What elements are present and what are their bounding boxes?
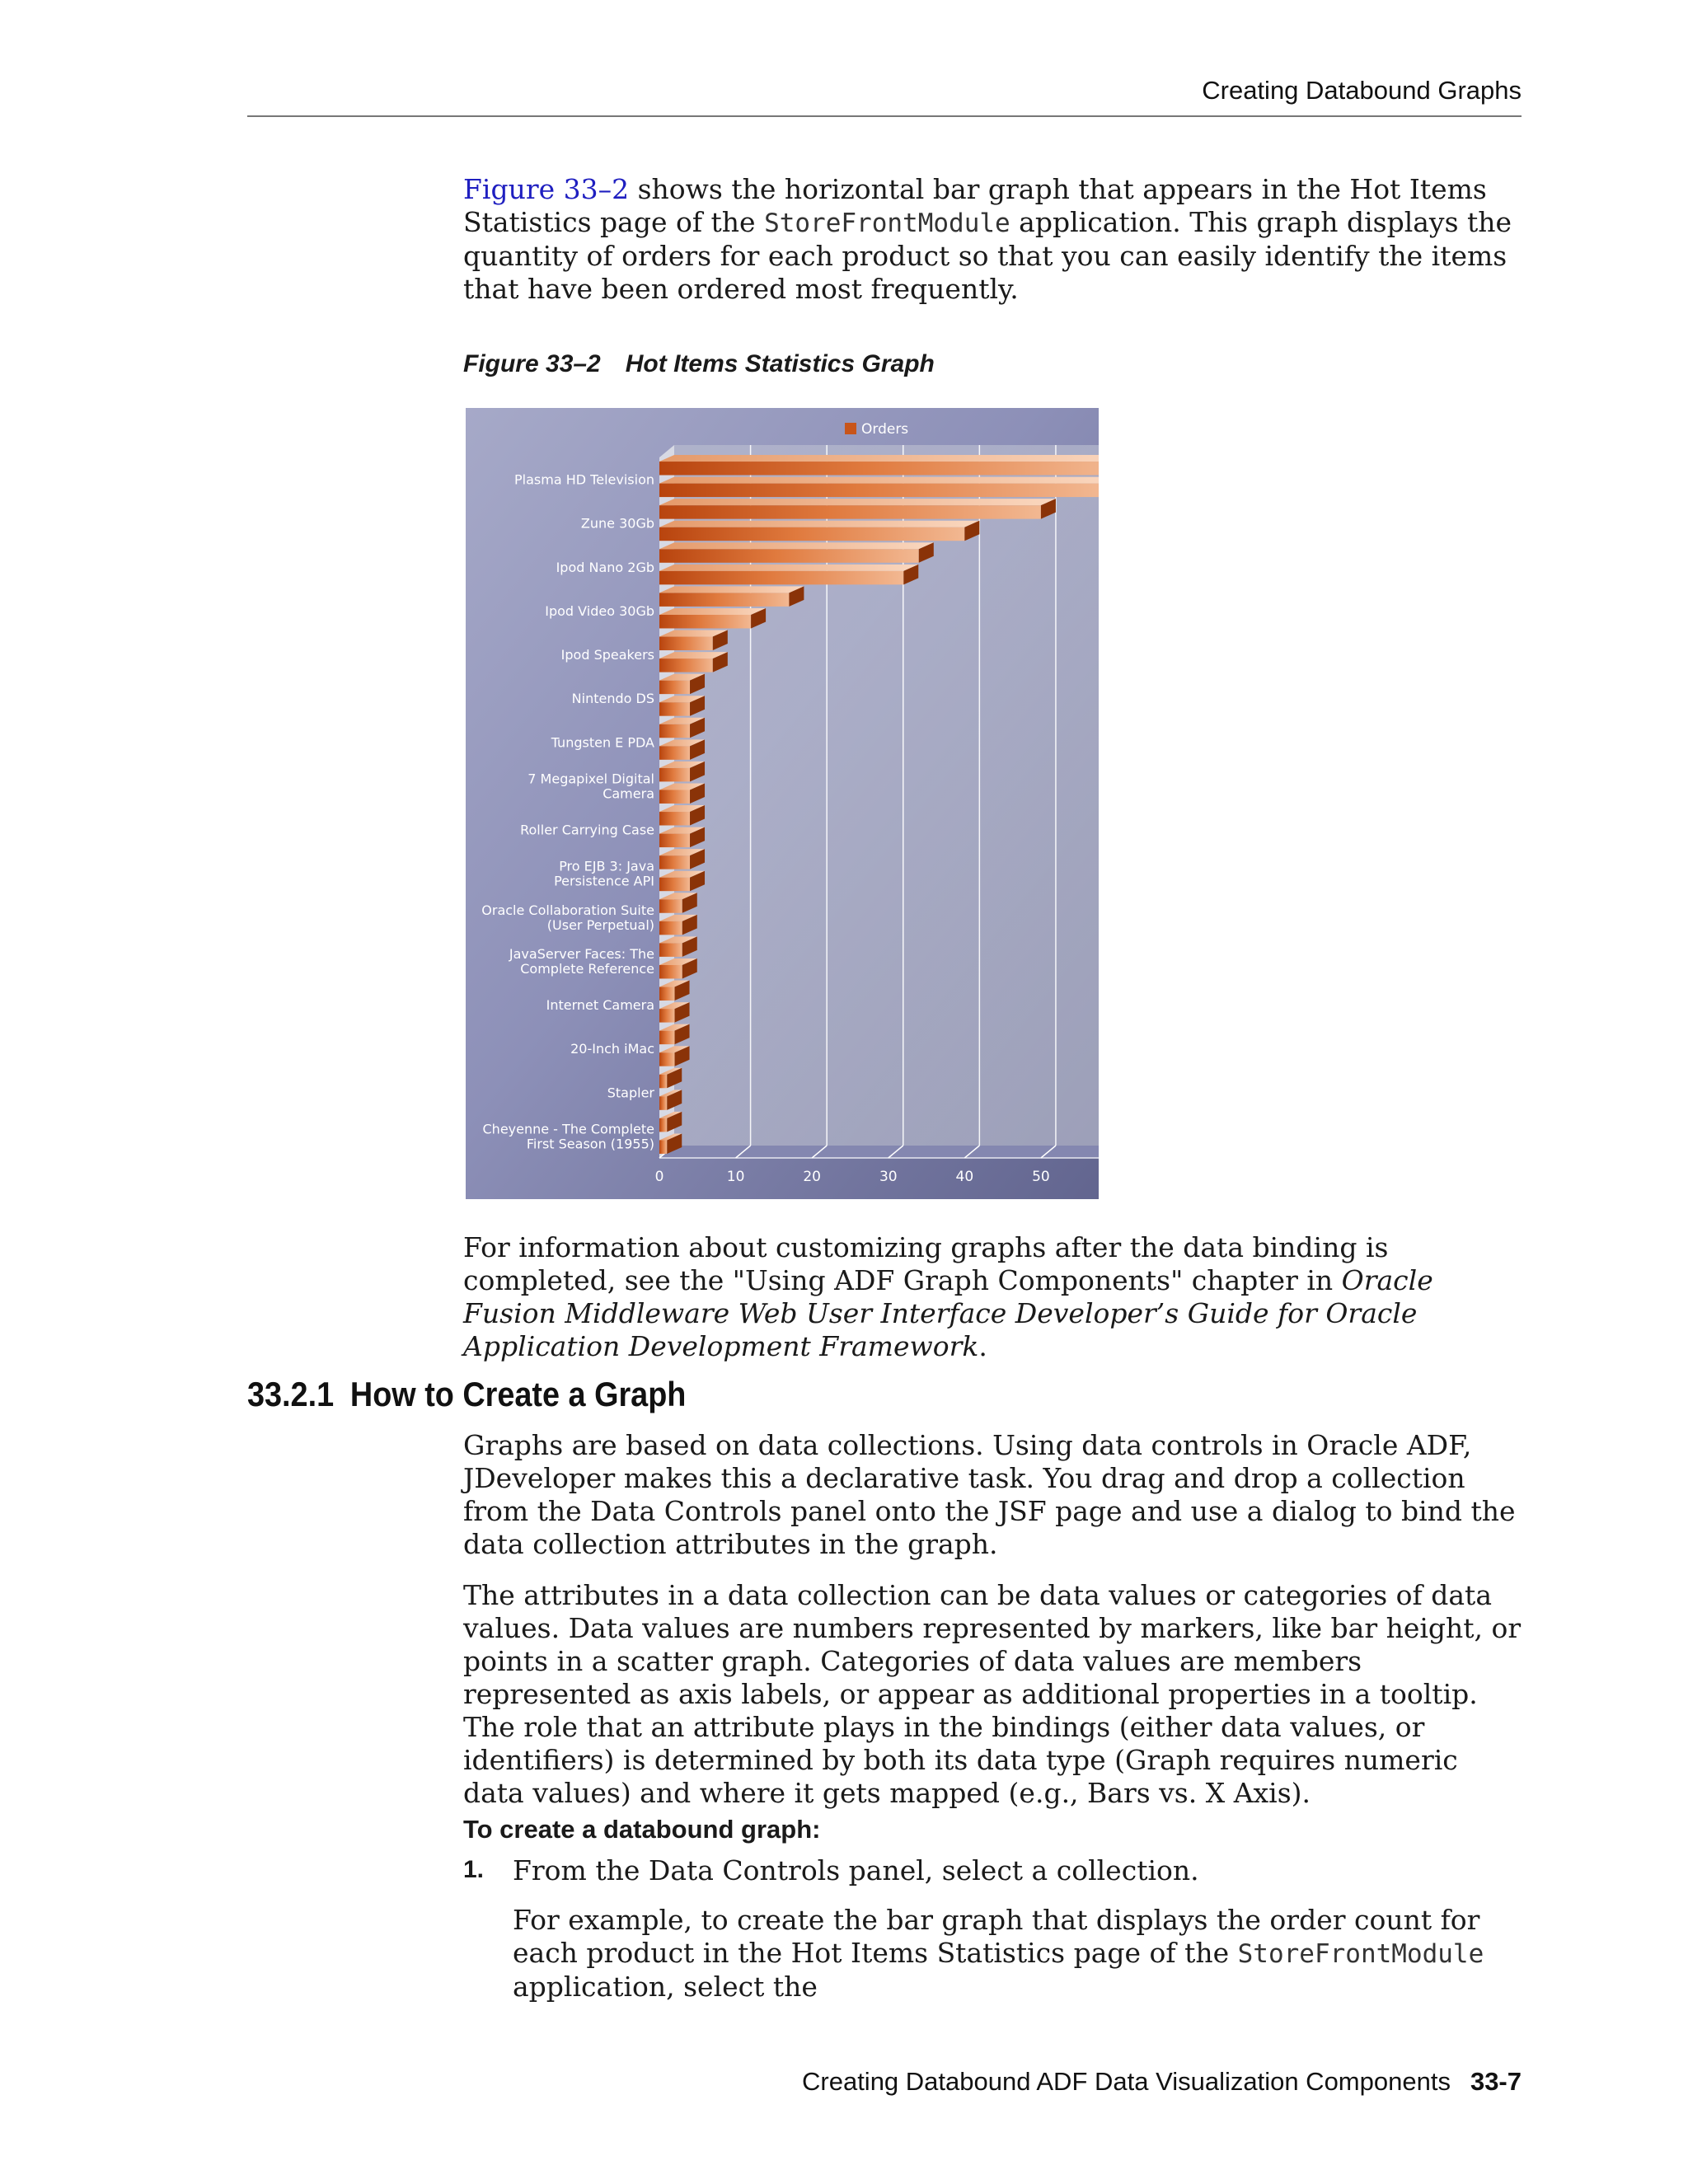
- category-label-line: First Season (1955): [526, 1136, 654, 1152]
- x-tick-label: 40: [955, 1169, 974, 1185]
- page-number: 33-7: [1470, 2067, 1522, 2096]
- hot-items-chart: [466, 408, 1099, 1199]
- bar-front-face: [659, 899, 682, 912]
- section-title: How to Create a Graph: [349, 1375, 687, 1413]
- step-example-code: StoreFrontModule: [1237, 1939, 1484, 1969]
- category-label-line: Ipod Nano 2Gb: [556, 559, 654, 575]
- bar: [659, 542, 934, 562]
- figure-number: Figure 33–2: [463, 350, 601, 377]
- bar-front-face: [659, 855, 690, 869]
- category-label: [551, 734, 654, 750]
- category-label-line: Persistence API: [554, 873, 654, 889]
- after-figure-text-1: For information about customizing graphs after the data binding is completed, see the "Using ADF Graph Components" chapter in: [463, 1231, 1389, 1296]
- category-label-line: Ipod Speakers: [560, 647, 654, 663]
- bar: [659, 652, 728, 672]
- intro-text-2: application. This graph displays the quantity of orders for each product so that you can easily identify the items that have been ordered most frequently.: [463, 206, 1512, 305]
- intro-paragraph: [463, 173, 1526, 306]
- bar-top-face: [659, 565, 918, 571]
- bar: [659, 608, 766, 628]
- intro-text-1: shows the horizontal bar graph that appears in the Hot Items Statistics page of the: [463, 173, 1487, 238]
- legend-label: Orders: [861, 421, 909, 438]
- bar: [659, 455, 1099, 475]
- bar-top-face: [659, 608, 766, 615]
- step-1-example: [513, 1904, 1526, 2004]
- bar: [659, 630, 728, 650]
- category-label: [570, 1041, 654, 1057]
- bar-front-face: [659, 593, 789, 606]
- category-label-line: JavaServer Faces: The: [509, 945, 654, 962]
- bar-front-face: [659, 987, 675, 1001]
- x-tick-label: 20: [803, 1169, 821, 1185]
- bar-front-face: [659, 768, 690, 781]
- bar-front-face: [659, 1009, 675, 1022]
- bar: [659, 521, 979, 541]
- category-label: [572, 691, 654, 706]
- category-label: [581, 516, 654, 532]
- category-label-line: Complete Reference: [520, 960, 654, 977]
- footer-chapter-title: Creating Databound ADF Data Visualization Components: [802, 2067, 1451, 2096]
- x-tick-label: 10: [726, 1169, 745, 1185]
- category-label: [607, 1085, 655, 1100]
- step-example-text-1: For example, to create the bar graph that displays the order count for each product in the Hot Items Statistics page of the: [513, 1904, 1480, 1969]
- category-label: [514, 472, 654, 488]
- bar-top-face: [659, 455, 1099, 462]
- chart-svg: [466, 408, 1099, 1199]
- category-label-line: Internet Camera: [546, 997, 654, 1014]
- category-label: [520, 823, 654, 838]
- header-rule: [247, 115, 1522, 117]
- category-label-line: Zune 30Gb: [580, 515, 654, 532]
- bar-front-face: [659, 812, 690, 825]
- category-label-line: Oracle Collaboration Suite: [481, 902, 654, 918]
- after-figure-paragraph: [463, 1231, 1526, 1363]
- bar-top-face: [659, 521, 979, 527]
- bar-front-face: [659, 681, 690, 694]
- bar-front-face: [659, 1031, 675, 1044]
- bar-front-face: [659, 724, 690, 738]
- bar-front-face: [659, 1052, 675, 1066]
- category-label: [546, 997, 654, 1013]
- bar-top-face: [659, 499, 1056, 505]
- bar-front-face: [659, 549, 919, 562]
- book-title: Oracle Fusion Middleware Web User Interface Developer’s Guide for Oracle Application Development Framework: [463, 1264, 1433, 1362]
- bar-front-face: [659, 1096, 667, 1109]
- after-figure-text-2: .: [978, 1330, 987, 1362]
- category-label-line: Roller Carrying Case: [520, 822, 654, 838]
- bar-front-face: [659, 965, 682, 978]
- bar-front-face: [659, 1075, 667, 1088]
- procedure-title: To create a databound graph:: [463, 1815, 821, 1844]
- bar-front-face: [659, 878, 690, 891]
- bar: [659, 499, 1056, 518]
- bar-front-face: [659, 658, 713, 672]
- bar-front-face: [659, 790, 690, 803]
- bar-top-face: [659, 586, 804, 593]
- intro-code: StoreFrontModule: [764, 209, 1010, 238]
- section-heading: [247, 1375, 686, 1414]
- bar-front-face: [659, 571, 903, 584]
- category-label: [556, 560, 654, 575]
- x-tick-label: 50: [1032, 1169, 1050, 1185]
- step-example-text-2: application, select the: [513, 1971, 818, 2003]
- category-label-line: Cheyenne - The Complete: [482, 1121, 654, 1137]
- bar-front-face: [659, 505, 1041, 518]
- figure-title: Hot Items Statistics Graph: [625, 350, 935, 377]
- category-label-line: Plasma HD Television: [514, 471, 654, 488]
- category-label: [554, 859, 654, 889]
- bar-front-face: [659, 1118, 667, 1132]
- category-label-line: Camera: [603, 785, 654, 802]
- category-label-line: Ipod Video 30Gb: [545, 602, 654, 619]
- bar: [659, 477, 1099, 497]
- bar-front-face: [659, 943, 682, 956]
- page-footer: [802, 2067, 1522, 2097]
- x-tick-label: 0: [654, 1169, 664, 1185]
- category-label-line: Nintendo DS: [571, 691, 654, 707]
- plot-floor: [659, 1146, 1099, 1158]
- running-head: Creating Databound Graphs: [1202, 76, 1522, 105]
- step-1-text: From the Data Controls panel, select a collection.: [513, 1854, 1199, 1886]
- bar-front-face: [659, 484, 1099, 497]
- category-label-line: 20-Inch iMac: [570, 1041, 654, 1057]
- body-paragraph-1: Graphs are based on data collections. Using data controls in Oracle ADF, JDeveloper makes this a declarative task. You drag and drop a collection from the Data Controls panel onto the JSF page and use a dialog to bind the data collection attributes in the graph.: [463, 1429, 1516, 1560]
- category-label: [545, 603, 654, 619]
- bar: [659, 586, 804, 606]
- category-label-line: Tungsten E PDA: [551, 734, 654, 751]
- step-number: 1.: [463, 1856, 485, 1883]
- x-tick-label: 30: [879, 1169, 898, 1185]
- legend-swatch: [845, 423, 856, 434]
- body-paragraph-2: The attributes in a data collection can be data values or categories of data values. Data values are numbers represented by markers, like bar height, or points in a scatter graph. Categories of data values are members represented as axis labels, or appear as additional properties in a tooltip. The role that an attribute plays in the bindings (either data values, or identifiers) is determined by both its data type (Graph requires numeric data values) and where it gets mapped (e.g., Bars vs. X Axis).: [463, 1579, 1522, 1809]
- category-label-line: Stapler: [607, 1085, 654, 1101]
- figure-caption: [463, 350, 935, 378]
- category-label: [509, 946, 654, 977]
- bar-top-face: [659, 477, 1099, 484]
- bar-front-face: [659, 527, 964, 541]
- bar-front-face: [659, 834, 690, 847]
- bar-front-face: [659, 746, 690, 759]
- category-label-line: Pro EJB 3: Java: [559, 858, 654, 874]
- bar-front-face: [659, 615, 751, 628]
- bar-front-face: [659, 637, 713, 650]
- figure-xref-link[interactable]: Figure 33–2: [463, 173, 630, 205]
- bar-front-face: [659, 702, 690, 715]
- section-number: 33.2.1: [247, 1375, 335, 1413]
- bar: [659, 565, 918, 584]
- bar-front-face: [659, 462, 1099, 475]
- bar-front-face: [659, 1140, 667, 1153]
- category-label-line: (User Perpetual): [546, 916, 654, 933]
- bar-front-face: [659, 921, 682, 935]
- category-label-line: 7 Megapixel Digital: [528, 771, 654, 787]
- category-label: [561, 647, 654, 663]
- bar-top-face: [659, 542, 934, 549]
